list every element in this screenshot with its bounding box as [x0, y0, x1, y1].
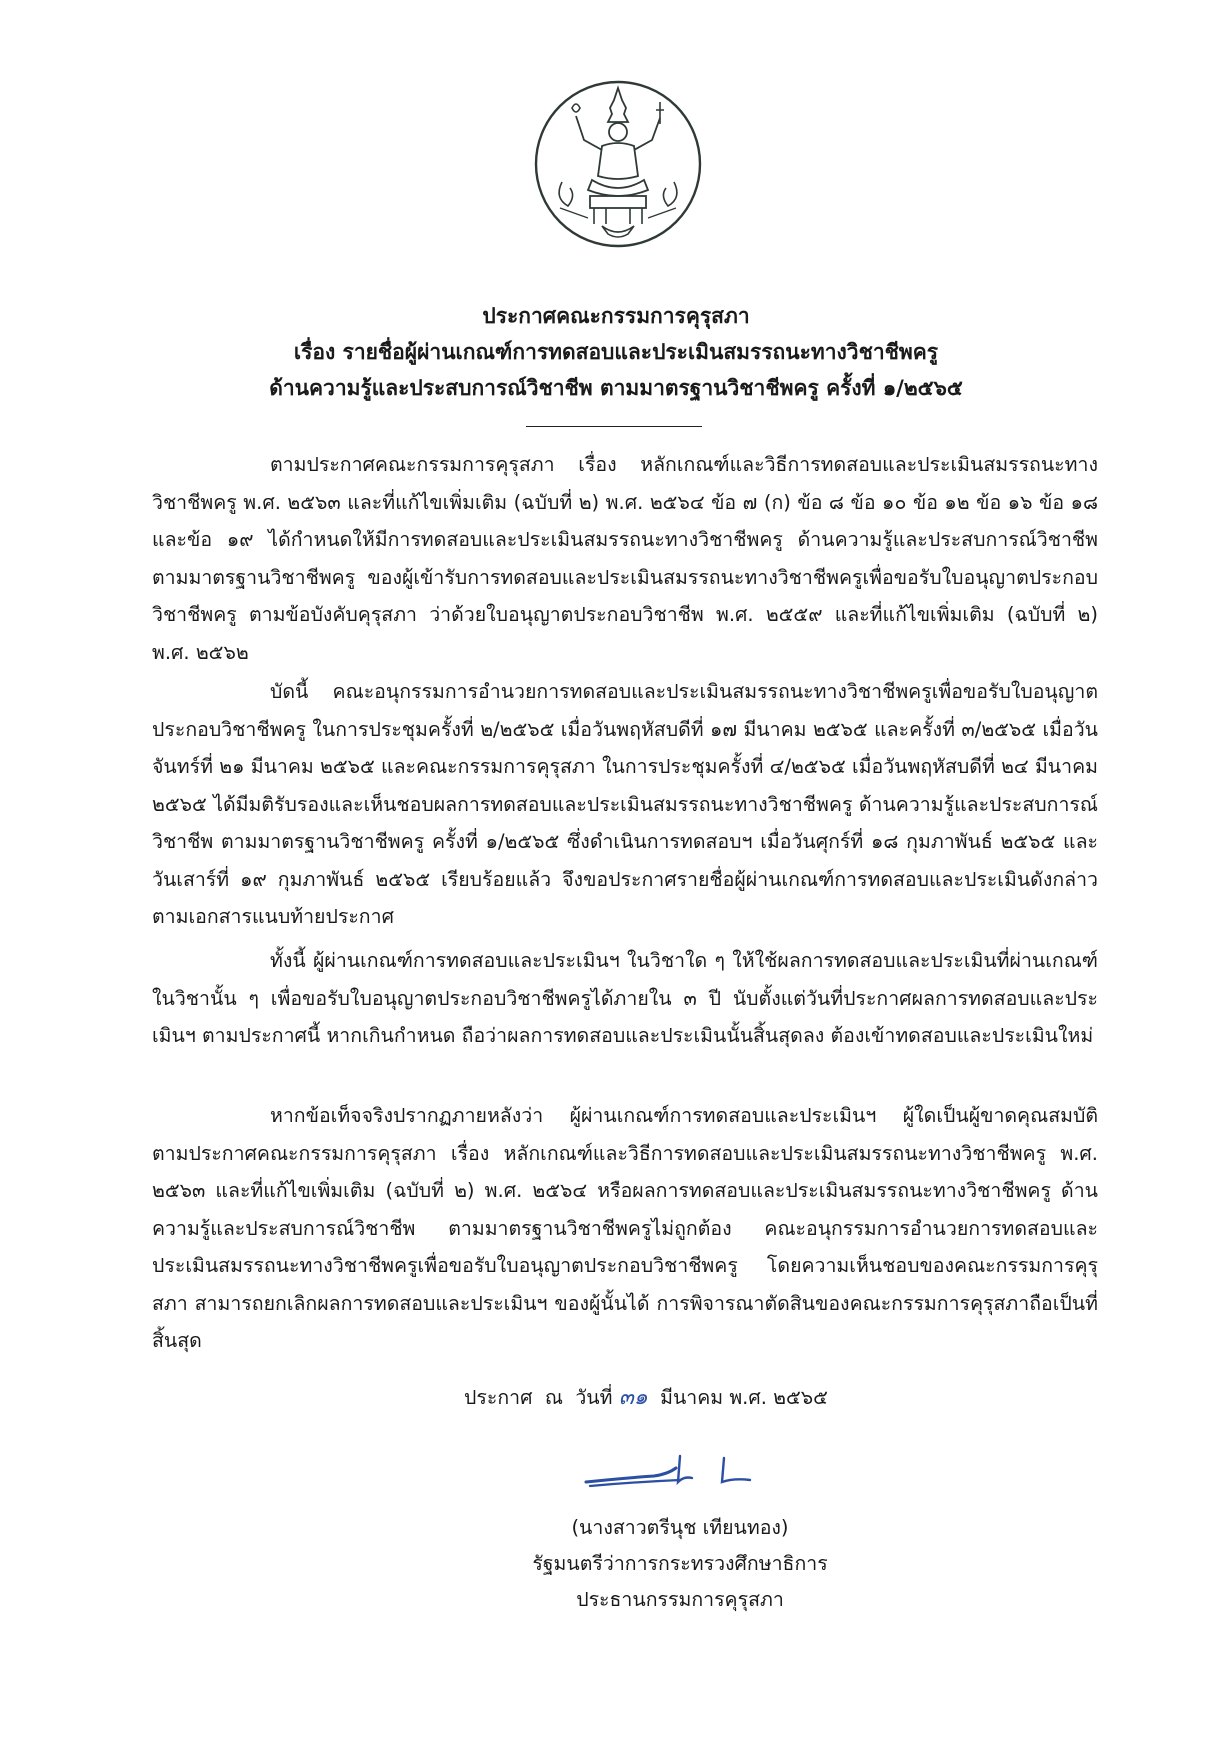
body-paragraph-1: ตามประกาศคณะกรรมการคุรุสภา เรื่อง หลักเกณฑ์และวิธีการทดสอบและประเมินสมรรถนะทางวิชาชีพครู พ.ศ. ๒๕๖๓ และที่แก้ไขเพิ่มเติม (ฉบับที่ ๒) พ.ศ. ๒๕๖๔ ข้อ ๗ (ก) ข้อ ๘ ข้อ ๑๐ ข้อ ๑๒ ข้อ ๑๖ ข้อ ๑๘ และข้อ ๑๙ ได้กำหนดให้มีการทดสอบและประเมินสมรรถนะทางวิชาชีพครู ด้านความรู้และประสบการณ์วิชาชีพ ตามมาตรฐานวิชาชีพครู ของผู้เข้ารับการทดสอบและประเมินสมรรถนะทางวิชาชีพครูเพื่อขอรับใบอนุญาตประกอบวิชาชีพครู ตามข้อบังคับคุรุสภา ว่าด้วยใบอนุญาตประกอบวิชาชีพ พ.ศ. ๒๕๕๙ และที่แก้ไขเพิ่มเติม (ฉบับที่ ๒) พ.ศ. ๒๕๖๒ [152, 453, 1098, 664]
signatory-position-council-president: ประธานกรรมการคุรุสภา [576, 1588, 784, 1611]
date-suffix: มีนาคม พ.ศ. ๒๕๖๕ [647, 1386, 828, 1409]
body-paragraph-2: บัดนี้ คณะอนุกรรมการอำนวยการทดสอบและประเมินสมรรถนะทางวิชาชีพครูเพื่อขอรับใบอนุญาตประกอบวิชาชีพครู ในการประชุมครั้งที่ ๒/๒๕๖๕ เมื่อวันพฤหัสบดีที่ ๑๗ มีนาคม ๒๕๖๕ และครั้งที่ ๓/๒๕๖๕ เมื่อวันจันทร์ที่ ๒๑ มีนาคม ๒๕๖๕ และคณะกรรมการคุรุสภา ในการประชุมครั้งที่ ๔/๒๕๖๕ เมื่อวันพฤหัสบดีที่ ๒๔ มีนาคม ๒๕๖๕ ได้มีมติรับรองและเห็นชอบผลการทดสอบและประเมินสมรรถนะทางวิชาชีพครู ด้านความรู้และประสบการณ์วิชาชีพ ตามมาตรฐานวิชาชีพครู ครั้งที่ ๑/๒๕๖๕ ซึ่งดำเนินการทดสอบฯ เมื่อวันศุกร์ที่ ๑๘ กุมภาพันธ์ ๒๕๖๕ และวันเสาร์ที่ ๑๙ กุมภาพันธ์ ๒๕๖๕ เรียบร้อยแล้ว จึงขอประกาศรายชื่อผู้ผ่านเกณฑ์การทดสอบและประเมินดังกล่าว ตามเอกสารแนบท้ายประกาศ [152, 680, 1098, 928]
date-day-handwritten: ๓๑ [618, 1385, 648, 1410]
announcement-title: ประกาศคณะกรรมการคุรุสภา [482, 304, 750, 328]
body-paragraph-4: หากข้อเท็จจริงปรากฏภายหลังว่า ผู้ผ่านเกณฑ์การทดสอบและประเมินฯ ผู้ใดเป็นผู้ขาดคุณสมบัติ ตามประกาศคณะกรรมการคุรุสภา เรื่อง หลักเกณฑ์และวิธีการทดสอบและประเมินสมรรถนะทางวิชาชีพครู พ.ศ. ๒๕๖๓ และที่แก้ไขเพิ่มเติม (ฉบับที่ ๒) พ.ศ. ๒๕๖๔ หรือผลการทดสอบและประเมินสมรรถนะทางวิชาชีพครู ด้านความรู้และประสบการณ์วิชาชีพ ตามมาตรฐานวิชาชีพครูไม่ถูกต้อง คณะอนุกรรมการอำนวยการทดสอบและประเมินสมรรถนะทางวิชาชีพครูเพื่อขอรับใบอนุญาตประกอบวิชาชีพครู โดยความเห็นชอบของคณะกรรมการคุรุสภา สามารถยกเลิกผลการทดสอบและประเมินฯ ของผู้นั้นได้ การพิจารณาตัดสินของคณะกรรมการคุรุสภาถือเป็นที่สิ้นสุด [152, 1104, 1098, 1352]
announcement-date [464, 1380, 828, 1416]
body-paragraph-3: ทั้งนี้ ผู้ผ่านเกณฑ์การทดสอบและประเมินฯ ในวิชาใด ๆ ให้ใช้ผลการทดสอบและประเมินที่ผ่านเกณฑ์ในวิชานั้น ๆ เพื่อขอรับใบอนุญาตประกอบวิชาชีพครูได้ภายใน ๓ ปี นับตั้งแต่วันที่ประกาศผลการทดสอบและประเมินฯ ตามประกาศนี้ หากเกินกำหนด ถือว่าผลการทดสอบและประเมินนั้นสิ้นสุดลง ต้องเข้าทดสอบและประเมินใหม่ [152, 949, 1098, 1047]
signatory-position-minister: รัฐมนตรีว่าการกระทรวงศึกษาธิการ [532, 1552, 828, 1575]
handwritten-signature [584, 1452, 754, 1494]
announcement-subject-continued: ด้านความรู้และประสบการณ์วิชาชีพ ตามมาตรฐานวิชาชีพครู ครั้งที่ ๑/๒๕๖๕ [269, 376, 963, 400]
signatory-name: (นางสาวตรีนุช เทียนทอง) [571, 1516, 789, 1539]
teachers-council-seal-icon [532, 78, 704, 250]
announcement-subject: เรื่อง รายชื่อผู้ผ่านเกณฑ์การทดสอบและประเมินสมรรถนะทางวิชาชีพครู [293, 340, 939, 364]
date-prefix: ประกาศ ณ วันที่ [464, 1386, 619, 1409]
title-divider [526, 426, 702, 427]
